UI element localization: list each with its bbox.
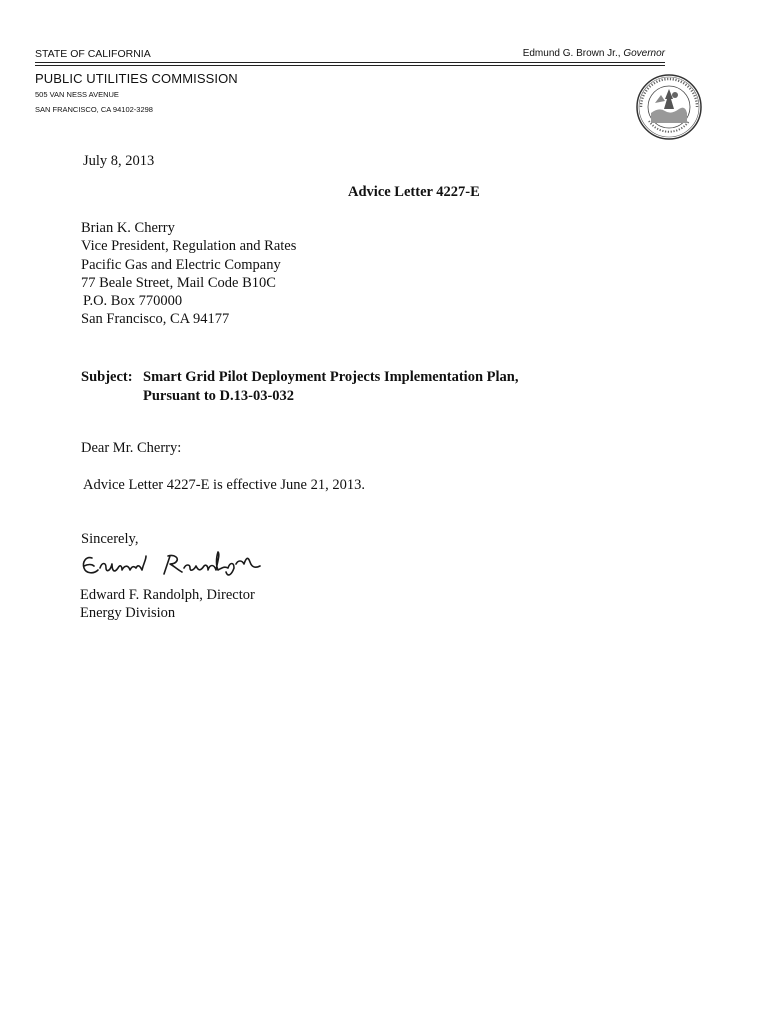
letter-body: Advice Letter 4227-E is effective June 21, 2013.	[83, 477, 365, 493]
addressee-name: Brian K. Cherry	[81, 220, 175, 236]
state-seal-icon	[635, 73, 703, 141]
agency-name: PUBLIC UTILITIES COMMISSION	[35, 71, 238, 86]
addressee-street: 77 Beale Street, Mail Code B10C	[81, 274, 276, 291]
governor-name: Edmund G. Brown Jr.,	[522, 48, 621, 59]
signer-block	[80, 586, 255, 623]
salutation: Dear Mr. Cherry:	[81, 440, 182, 456]
header-rule-top	[35, 62, 665, 63]
signer-name: Edward F. Randolph, Director	[80, 587, 255, 603]
subject-line-1: Smart Grid Pilot Deployment Projects Implementation Plan,	[143, 369, 519, 385]
addressee-block	[81, 219, 296, 329]
header-rule-bottom	[35, 65, 665, 66]
addressee-company: Pacific Gas and Electric Company	[81, 256, 281, 273]
subject-label: Subject:	[81, 369, 133, 385]
handwritten-signature	[78, 548, 268, 582]
addressee-city: San Francisco, CA 94177	[81, 311, 230, 328]
state-label: STATE OF CALIFORNIA	[35, 48, 151, 60]
subject-block	[81, 368, 518, 405]
closing: Sincerely,	[81, 531, 139, 547]
subject-line-2: Pursuant to D.13-03-032	[143, 387, 295, 404]
address-line-1: 505 VAN NESS AVENUE	[35, 90, 119, 99]
address-line-2: SAN FRANCISCO, CA 94102-3298	[35, 105, 153, 114]
governor-line	[523, 48, 665, 59]
advice-letter-reference: Advice Letter 4227-E	[348, 184, 480, 200]
letter-date: July 8, 2013	[83, 153, 155, 169]
governor-title: Governor	[623, 48, 665, 59]
signer-division: Energy Division	[80, 605, 176, 622]
addressee-title: Vice President, Regulation and Rates	[81, 238, 297, 255]
addressee-po-box: P.O. Box 770000	[83, 293, 183, 310]
